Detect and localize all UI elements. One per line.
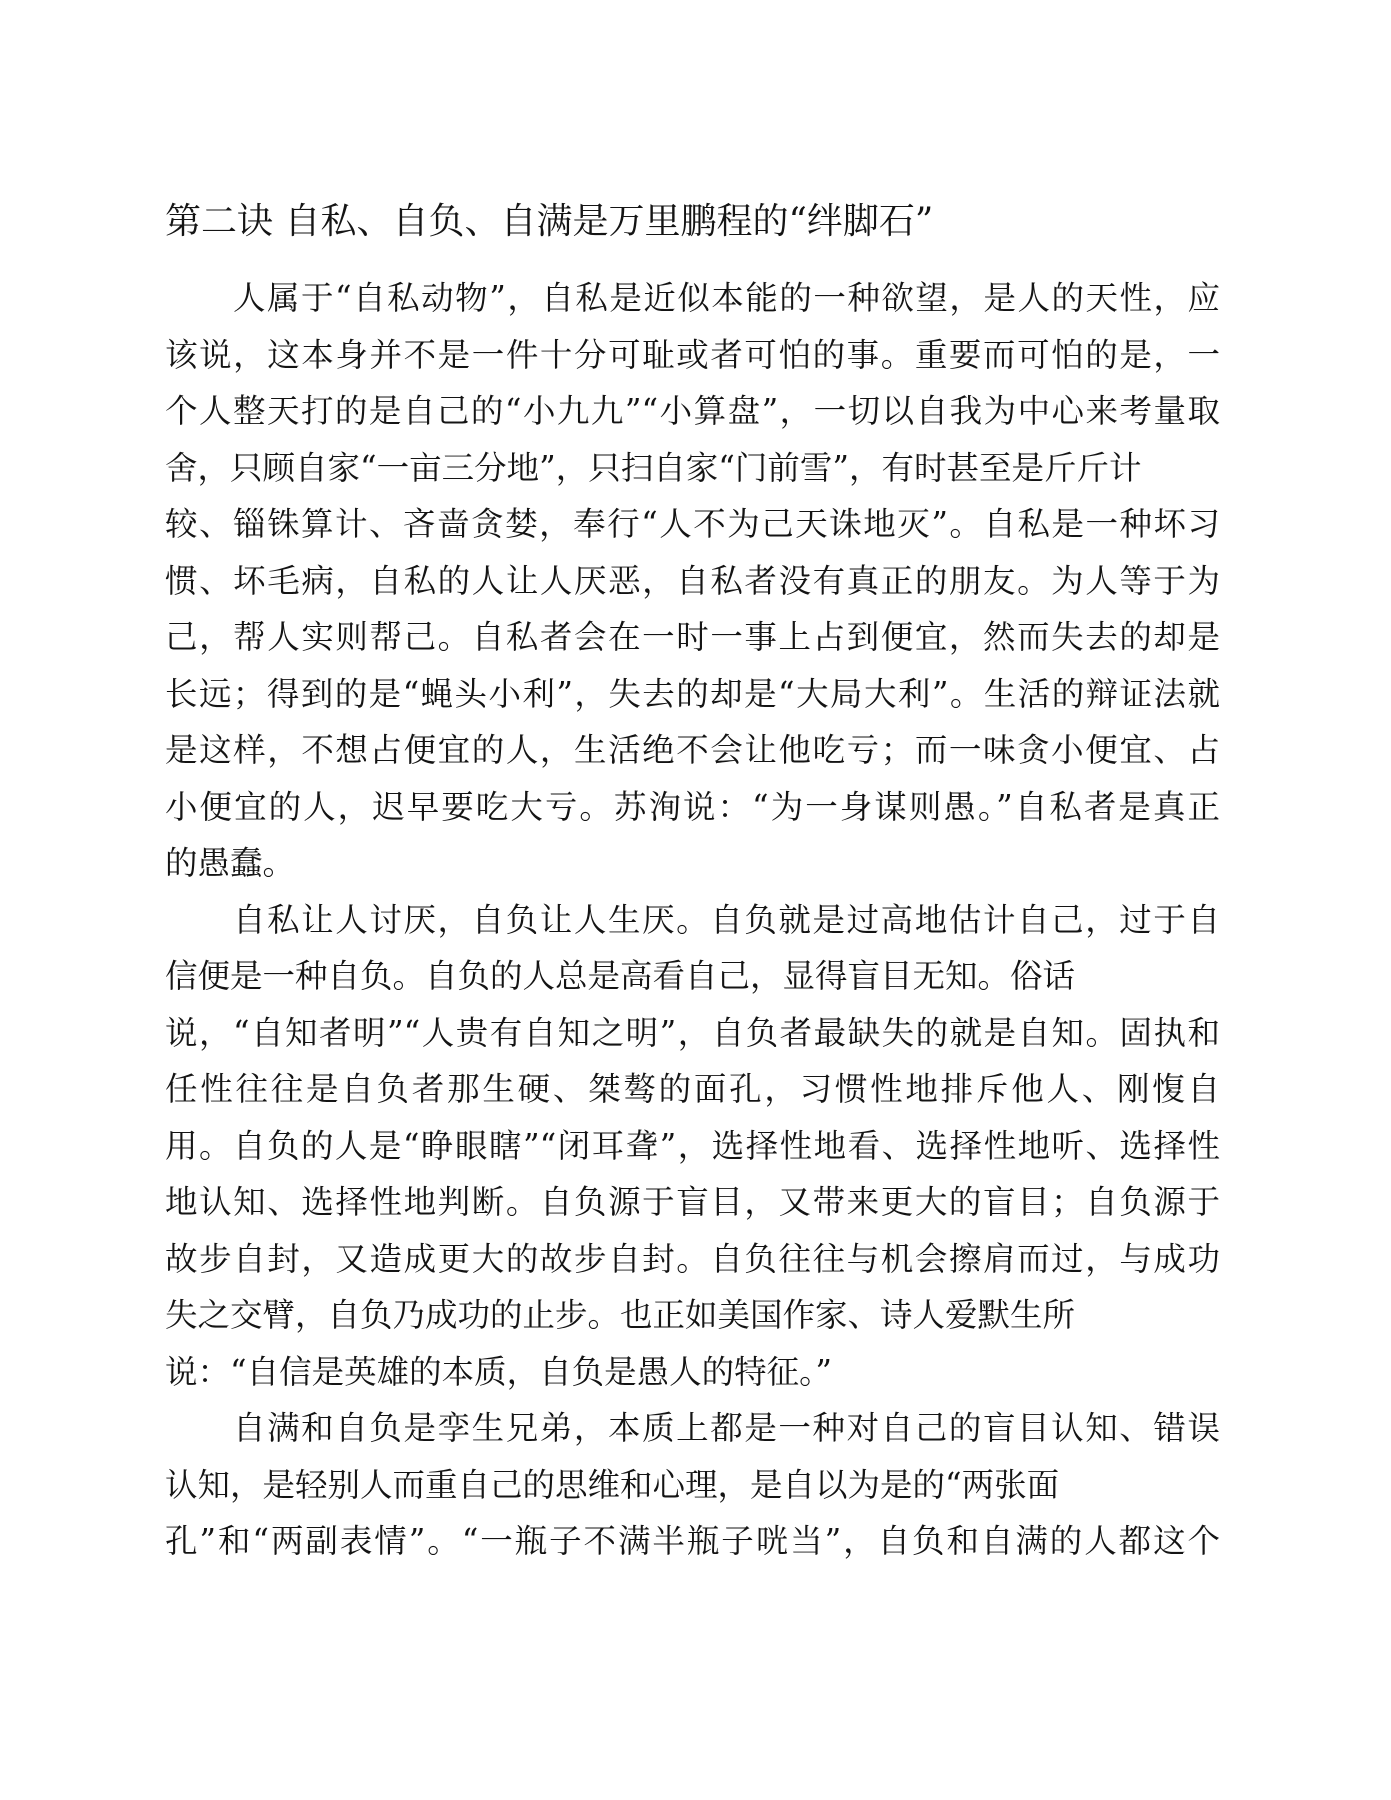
text-line: 己，帮人实则帮己。自私者会在一时一事上占到便宜，然而失去的却是 [165, 618, 1220, 656]
text-line: 个人整天打的是自己的“小九九”“小算盘”，一切以自我为中心来考量取 [165, 392, 1220, 430]
article [165, 192, 1225, 1570]
text-line: 说：“自信是英雄的本质，自负是愚人的特征。” [165, 1352, 832, 1391]
chapter-title: 第二诀 自私、自负、自满是万里鹏程的“绊脚石” [165, 201, 934, 242]
text-line: 用。自负的人是“睁眼瞎”“闭耳聋”，选择性地看、选择性地听、选择性 [165, 1126, 1220, 1165]
article-body [165, 270, 1225, 1570]
text-line: 地认知、选择性地判断。自负源于盲目，又带来更大的盲目；自负源于 [165, 1183, 1220, 1221]
text-line: 信便是一种自负。自负的人总是高看自己，显得盲目无知。俗话 [165, 957, 1076, 995]
text-line: 小便宜的人，迟早要吃大亏。苏洵说：“为一身谋则愚。”自私者是真正 [165, 787, 1220, 826]
text-line: 舍，只顾自家“一亩三分地”，只扫自家“门前雪”，有时甚至是斤斤计 [165, 448, 1142, 487]
text-line: 失之交臂，自负乃成功的止步。也正如美国作家、诗人爱默生所 [165, 1296, 1076, 1334]
text-line: 孔”和“两副表情”。“一瓶子不满半瓶子咣当”，自负和自满的人都这个 [165, 1522, 1220, 1560]
text-line: 是这样，不想占便宜的人，生活绝不会让他吃亏；而一味贪小便宜、占 [165, 731, 1220, 769]
text-line: 较、锱铢算计、吝啬贪婪，奉行“人不为己天诛地灭”。自私是一种坏习 [165, 505, 1220, 543]
text-line: 的愚蠢。 [165, 844, 296, 882]
text-line: 该说，这本身并不是一件十分可耻或者可怕的事。重要而可怕的是，一 [165, 335, 1220, 374]
text-line: 任性往往是自负者那生硬、桀骜的面孔，习惯性地排斥他人、刚愎自 [165, 1070, 1220, 1108]
text-line: 长远；得到的是“蝇头小利”，失去的却是“大局大利”。生活的辩证法就 [165, 674, 1220, 713]
text-line: 认知，是轻别人而重自己的思维和心理，是自以为是的“两张面 [165, 1465, 1060, 1504]
text-line: 说，“自知者明”“人贵有自知之明”，自负者最缺失的就是自知。固执和 [165, 1013, 1220, 1052]
text-line: 故步自封，又造成更大的故步自封。自负往往与机会擦肩而过，与成功 [165, 1239, 1220, 1278]
text-line: 自满和自负是孪生兄弟，本质上都是一种对自己的盲目认知、错误 [233, 1409, 1220, 1447]
text-line: 人属于“自私动物”，自私是近似本能的一种欲望，是人的天性，应 [233, 279, 1220, 317]
text-line: 自私让人讨厌，自负让人生厌。自负就是过高地估计自己，过于自 [233, 900, 1220, 939]
text-line: 惯、坏毛病，自私的人让人厌恶，自私者没有真正的朋友。为人等于为 [165, 561, 1220, 600]
